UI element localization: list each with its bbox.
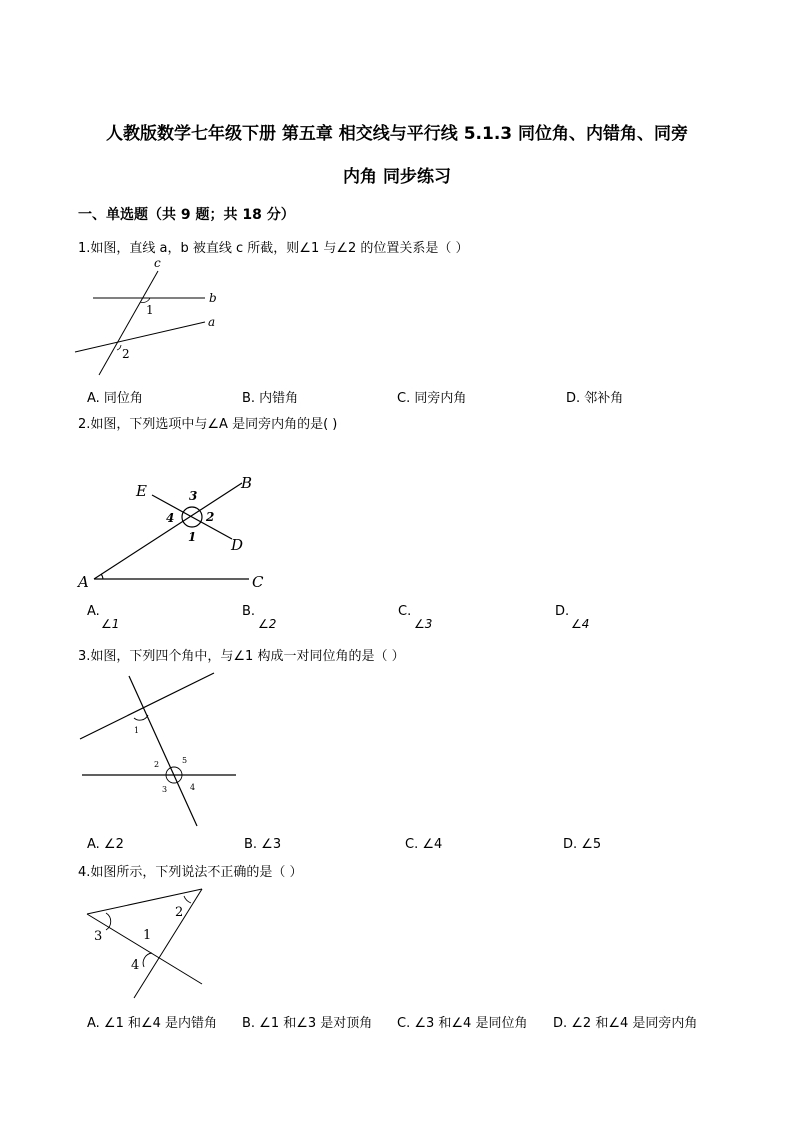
question-3-figure — [78, 668, 243, 828]
question-2-text: 2.如图，下列选项中与∠A 是同旁内角的是( ) — [78, 417, 338, 432]
q1-option-b[interactable]: B. 内错角 — [242, 391, 299, 406]
label-angle-2: 2 — [175, 905, 184, 920]
doc-title-line1: 人教版数学七年级下册 第五章 相交线与平行线 5.1.3 同位角、内错角、同旁 — [105, 124, 689, 144]
q1-option-a[interactable]: A. 同位角 — [87, 391, 143, 406]
q4-option-d[interactable]: D. ∠2 和∠4 是同旁内角 — [553, 1016, 698, 1031]
label-angle-4: 4 — [166, 511, 175, 525]
angle-2-arc — [184, 896, 191, 903]
label-C: C — [252, 573, 264, 591]
q2-option-a-value: ∠1 — [101, 617, 120, 631]
q2-option-b[interactable] — [242, 604, 277, 631]
q2-option-a-letter: A. — [87, 604, 100, 619]
angle-4-arc — [143, 953, 152, 967]
doc-title-line2: 内角 同步练习 — [343, 167, 451, 187]
angle-1-arc — [134, 715, 148, 720]
label-angle-5: 5 — [182, 756, 188, 765]
question-4-text: 4.如图所示，下列说法不正确的是（ ） — [78, 865, 303, 880]
label-angle-4: 4 — [190, 783, 196, 792]
q2-option-b-value: ∠2 — [258, 617, 277, 631]
q2-option-d-value: ∠4 — [571, 617, 590, 631]
label-angle-1: 1 — [146, 303, 154, 317]
q2-option-a[interactable] — [87, 604, 120, 631]
label-angle-1: 1 — [188, 530, 197, 544]
line-cross — [87, 914, 202, 984]
label-b: b — [209, 291, 217, 305]
label-angle-3: 3 — [162, 785, 168, 794]
q2-option-d-letter: D. — [555, 604, 570, 619]
label-angle-3: 3 — [189, 489, 198, 503]
question-2-figure — [74, 470, 274, 595]
q4-option-a[interactable]: A. ∠1 和∠4 是内错角 — [87, 1016, 218, 1031]
line-a — [75, 322, 205, 352]
q4-option-b[interactable]: B. ∠1 和∠3 是对顶角 — [242, 1016, 373, 1031]
q2-option-b-letter: B. — [242, 604, 256, 619]
label-angle-2: 2 — [122, 347, 130, 361]
line-right — [134, 889, 202, 998]
q3-option-b[interactable]: B. ∠3 — [244, 837, 282, 852]
label-angle-1: 1 — [143, 928, 152, 943]
angle-2-arc — [117, 345, 121, 350]
q2-option-d[interactable] — [555, 604, 590, 631]
label-angle-2: 2 — [206, 510, 215, 524]
upper-line — [80, 673, 214, 739]
question-4-figure — [84, 886, 219, 1006]
line-ab — [94, 483, 242, 579]
q2-option-c-value: ∠3 — [414, 617, 433, 631]
label-B: B — [241, 474, 253, 492]
label-A: A — [78, 573, 89, 591]
label-angle-3: 3 — [94, 929, 103, 944]
q3-option-a[interactable]: A. ∠2 — [87, 837, 124, 852]
q1-option-c[interactable]: C. 同旁内角 — [397, 391, 467, 406]
label-c: c — [154, 256, 161, 270]
label-angle-1: 1 — [134, 726, 140, 735]
question-3-text: 3.如图，下列四个角中，与∠1 构成一对同位角的是（ ） — [78, 649, 405, 664]
question-1-text: 1.如图，直线 a，b 被直线 c 所截，则∠1 与∠2 的位置关系是（ ） — [78, 241, 469, 256]
label-a: a — [208, 315, 216, 329]
line-top — [87, 889, 202, 914]
q2-option-c[interactable] — [398, 604, 433, 631]
q1-option-d[interactable]: D. 邻补角 — [566, 391, 624, 406]
section-heading: 一、单选题（共 9 题；共 18 分） — [78, 207, 295, 223]
q4-option-c[interactable]: C. ∠3 和∠4 是同位角 — [397, 1016, 528, 1031]
question-1-figure — [70, 255, 230, 385]
label-angle-2: 2 — [154, 760, 160, 769]
angle-a-arc — [101, 574, 103, 579]
q2-option-c-letter: C. — [398, 604, 412, 619]
label-D: D — [231, 536, 244, 554]
label-angle-4: 4 — [131, 958, 140, 973]
q3-option-c[interactable]: C. ∠4 — [405, 837, 443, 852]
label-E: E — [136, 482, 147, 500]
q3-option-d[interactable]: D. ∠5 — [563, 837, 602, 852]
